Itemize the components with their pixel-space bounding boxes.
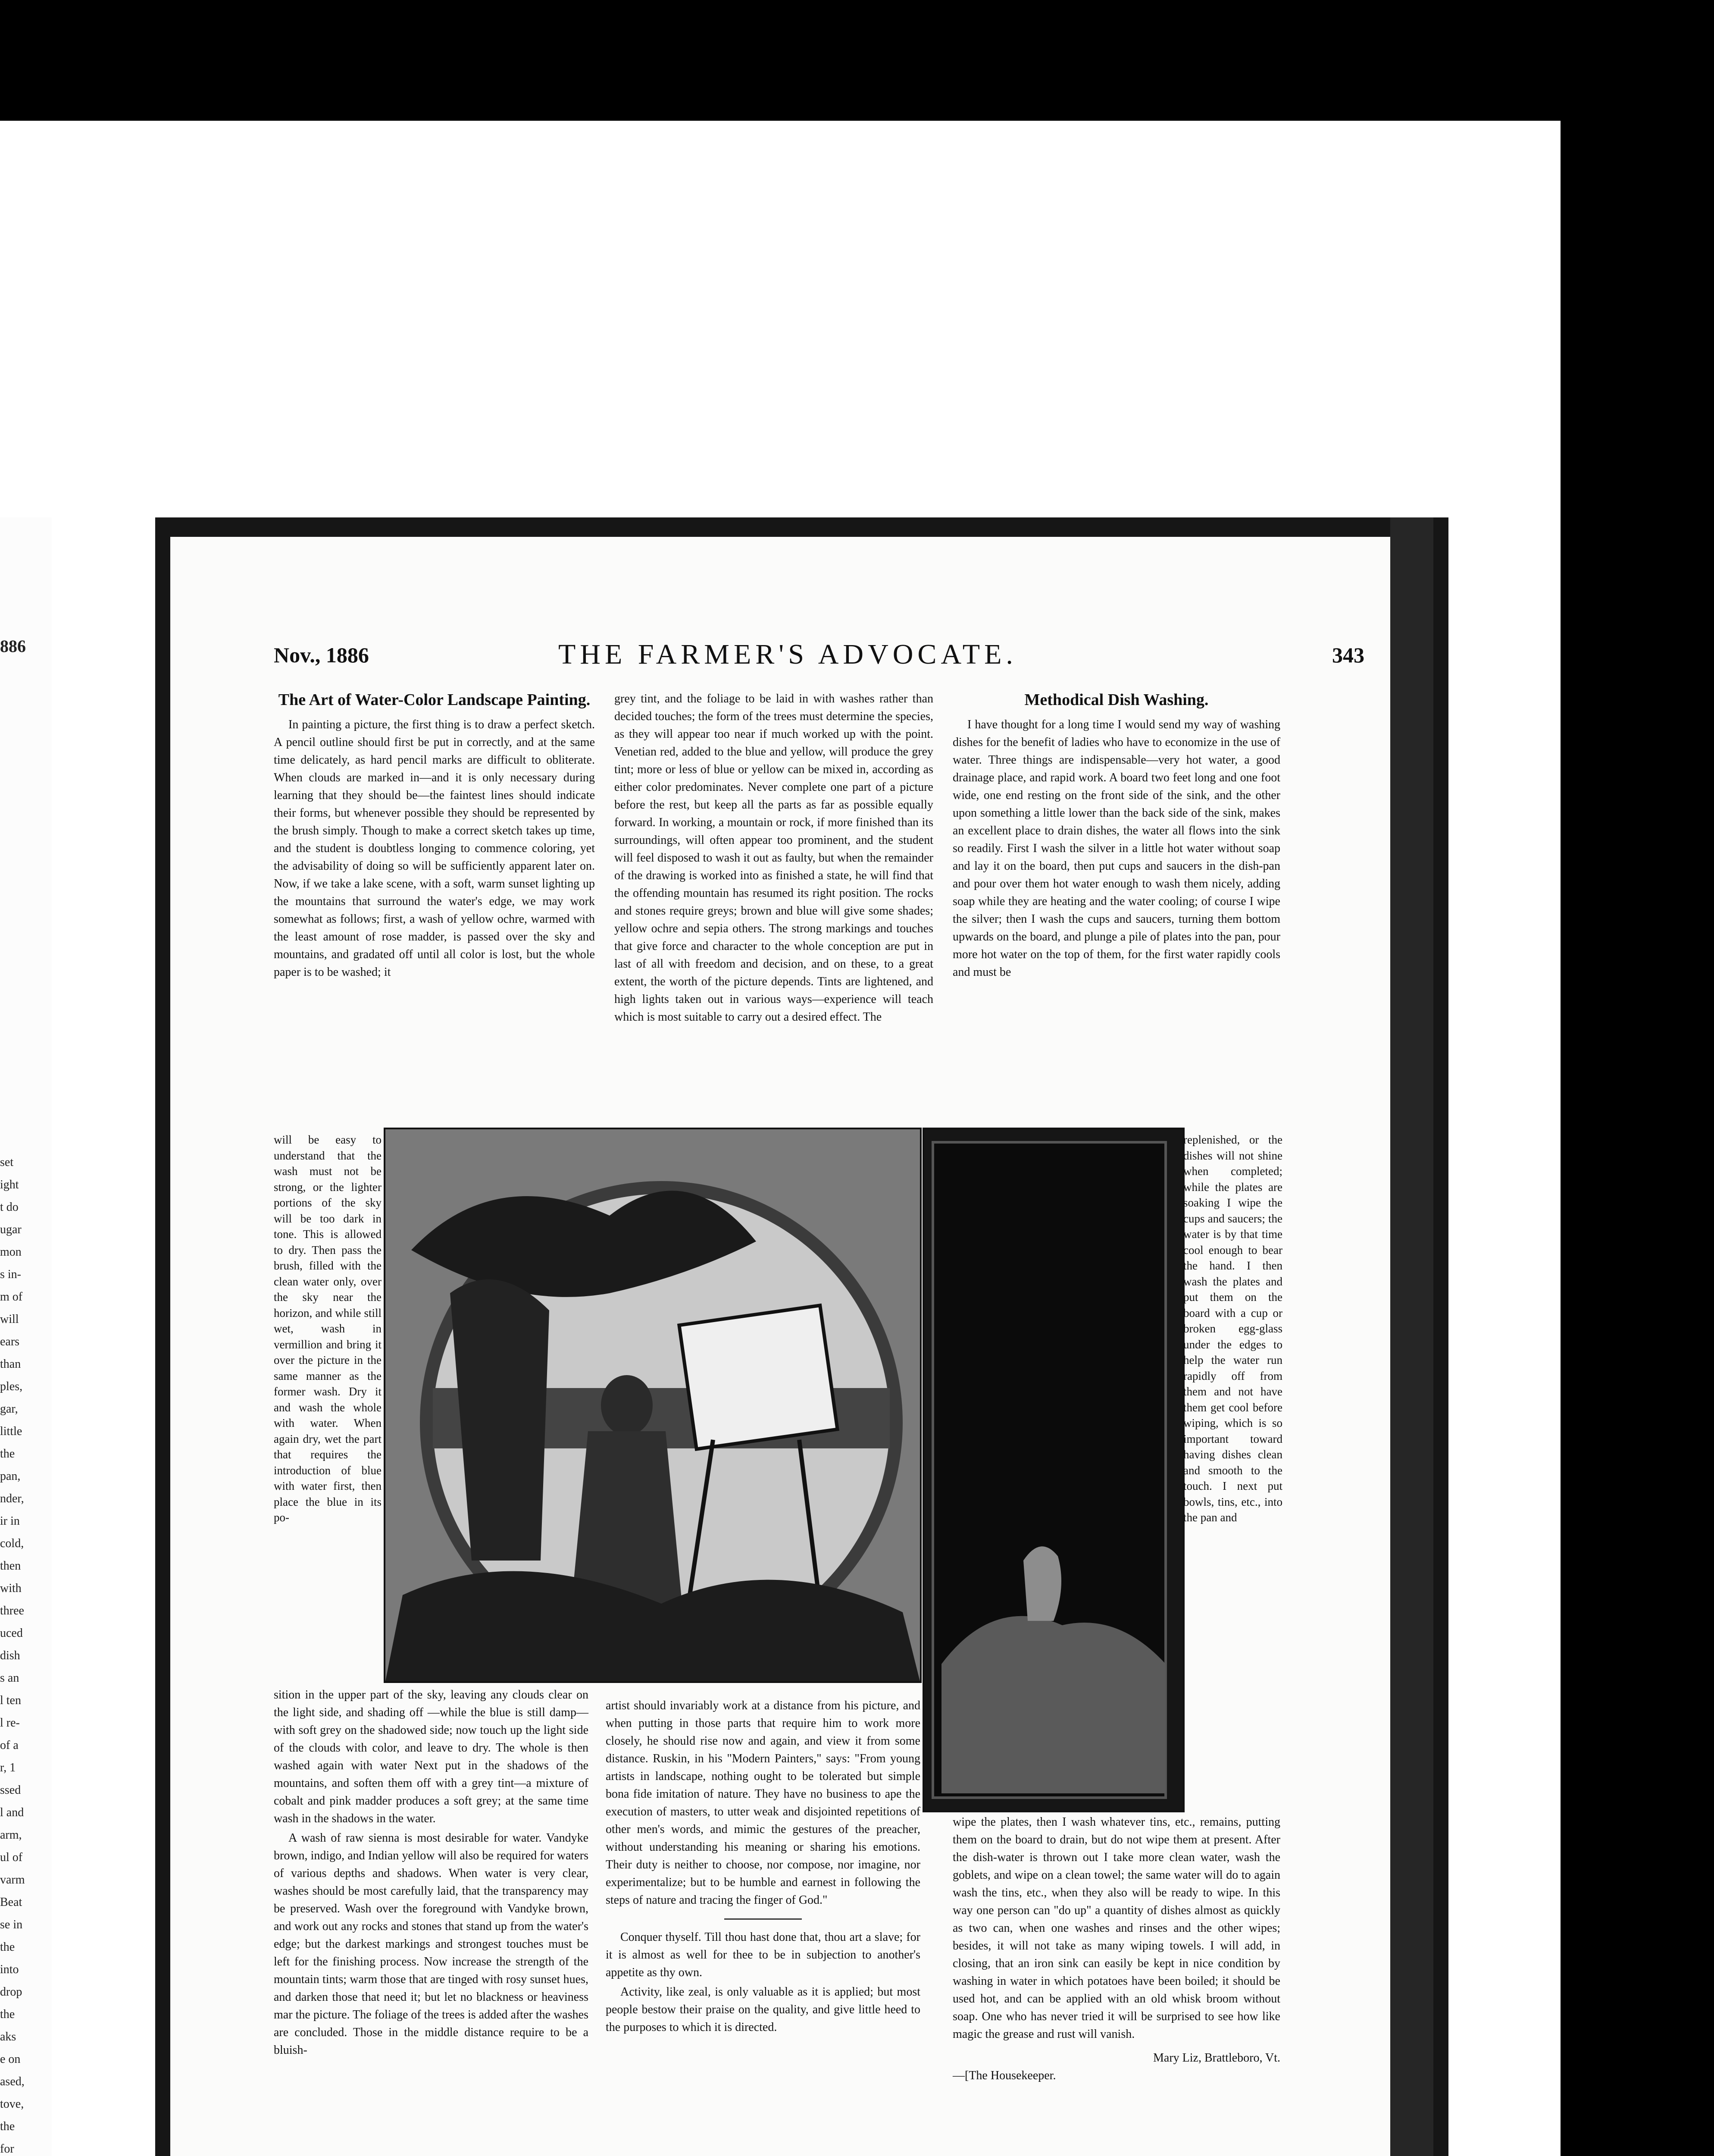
facing-page-fragment: cold, [0,1537,24,1550]
facing-page-fragment: of a [0,1739,19,1752]
author-signature: Mary Liz, Brattleboro, Vt. [1153,2051,1280,2065]
source-credit: —[The Housekeeper. [953,2069,1056,2082]
facing-page-fragment: r, 1 [0,1761,16,1774]
facing-page-fragment: for [0,2142,14,2156]
facing-page-text [0,1151,47,2156]
facing-page-fragment: ssed [0,1783,21,1797]
facing-page-fragment: with [0,1582,22,1595]
facing-page-fragment: dish [0,1649,20,1662]
article-paragraph: replenished, or the dishes will not shine when completed; while the plates are soaking I wipe the cups and saucers; the water is by that time cool enough to bear the hand. I then wash the plates and put them on the board with a cup or broken egg-glass under the edges to help the water run rapidly off from them and not have them get cool before wiping, which is so important toward having dishes clean and smooth to the touch. I next put bowls, tins, etc., into the pan and [1183,1133,1282,1524]
facing-page-fragment: little [0,1425,22,1438]
page-edge-shadow [1390,517,1433,2156]
article-paragraph: sition in the upper part of the sky, leaving any clouds clear on the light side, and shading off —while the blue is still damp—with soft grey on the shadowed side; now touch up the light side of the clouds with color, and leave to dry. The whole is then washed again with water Next put in the shadows of the mountains, and soften them off with a grey tint—a mixture of cobalt and pink madder produces a soft grey; at the same time wash in the shadows in the water. [274,1688,588,1825]
facing-page-fragment: aks [0,2030,16,2043]
facing-page-fragment: gar, [0,1402,18,1416]
prev-page-number-fragment: 886 [0,636,26,656]
page-number: 343 [1332,643,1364,667]
facing-page-fragment: drop [0,1985,22,1999]
column-2-bottom [606,1697,920,2038]
column-2-top [614,690,933,1028]
column-1-narrow [274,1132,382,1527]
article-paragraph: grey tint, and the foliage to be laid in with washes rather than decided touches; the form of the trees must determine the species, as they will appear too near if much worked up with the point. Venetian red, added to the blue and yellow, will produce the grey tint; more or less of blue or yellow can be mixed in, according as either color predominates. Never complete one part of a picture before the rest, but keep all the parts as far as possible equally forward. In working, a mountain or rock, if more finished than its surroundings, will often appear too prominent, and the student will feel disposed to wash it out as faulty, but when the remainder of the drawing is worked into as finished a state, he will find that the offending mountain has resumed its right position. The rocks and stones require greys; brown and blue will give some shades; yellow ochre and sepia others. The strong markings and touches that give force and character to the whole conception are put in last of all with freedom and decision, and on these, to a great extent, the worth of the picture depends. Tints are lightened, and high lights taken out in various ways—experience will teach which is most suitable to carry out a desired effect. The [614,692,933,1024]
article-heading-dishwashing: Methodical Dish Washing. [1024,691,1209,709]
column-1-bottom [274,1686,588,2061]
facing-page-fragment: ples, [0,1380,23,1393]
facing-page-fragment: the [0,1940,15,1954]
facing-page-fragment: the [0,1447,15,1460]
facing-page-fragment: set [0,1156,14,1169]
newspaper-page [170,537,1390,2156]
filler-paragraph: Conquer thyself. Till thou hast done that, thou art a slave; for it is almost as well for thee to be in subjection to another's appetite as thy own. [606,1930,920,1979]
column-1-top [274,690,595,983]
facing-page-edge [0,517,52,2156]
column-3-top [953,690,1280,983]
facing-page-fragment: s in- [0,1268,21,1281]
facing-page-fragment: l and [0,1806,24,1819]
facing-page-fragment: l ten [0,1694,21,1707]
facing-page-fragment: nder, [0,1492,24,1505]
page-header [274,639,1364,673]
facing-page-fragment: ir in [0,1514,20,1528]
facing-page-fragment: se in [0,1918,23,1931]
article-paragraph: artist should invariably work at a distance from his picture, and when putting in those parts that require him to work more closely, he should rise now and again, and view it from some distance. Ruskin, in his "Modern Painters," says: "From young artists in landscape, nothing ought to be tolerated but simple bona fide imitation of nature. They have no business to ape the execution of masters, to utter weak and disjointed repetitions of other men's words, and mimic the gestures of the preacher, without understanding his meaning or sharing his emotions. Their duty is neither to choose, nor compose, nor imagine, nor experimentalize; but to be humble and earnest in following the steps of nature and tracing the finger of God." [606,1699,920,1907]
column-3-narrow [1183,1132,1282,1527]
illustration-artist-at-easel [384,1128,922,1683]
facing-page-fragment: varm [0,1873,25,1887]
facing-page-fragment: three [0,1604,24,1617]
facing-page-fragment: ased, [0,2075,25,2088]
facing-page-fragment: ugar [0,1223,22,1236]
article-paragraph: A wash of raw sienna is most desirable for water. Vandyke brown, indigo, and Indian yellow will also be required for waters of various depths and shadows. When water is very clear, washes should be most carefully laid, that the transparency may be preserved. Wash over the foreground with Vandyke brown, and work out any rocks and stones that stand up from the water's edge; but the darkest markings and strongest touches must be left for the finishing process. Now increase the strength of the mountain tints; warm those that are tinged with rosy sunset hues, and darken those that need it; but let no blackness or heaviness mar the picture. The foliage of the trees is added after the washes are concluded. Those in the middle distance require to be a bluish- [274,1831,588,2057]
facing-page-fragment: pan, [0,1470,21,1483]
engraving-dog-image [924,1129,1183,1811]
facing-page-fragment: mon [0,1245,22,1259]
facing-page-fragment: Beat [0,1896,22,1909]
facing-page-fragment: than [0,1357,21,1371]
article-heading-watercolor: The Art of Water-Color Landscape Painting. [278,691,591,709]
facing-page-fragment: then [0,1559,21,1573]
facing-page-fragment: into [0,1963,19,1976]
article-paragraph: I have thought for a long time I would send my way of washing dishes for the benefit of ladies who have to economize in the use of water. Three things are indispensable—very hot water, a good drainage place, and rapid work. A board two feet long and one foot wide, one end resting on the front side of the sink, and the other upon something a little lower than the back side of the sink, makes an excellent place to drain dishes, the water all flows into the sink so readily. First I wash the silver in a little hot water without soap and lay it on the board, then put cups and saucers in the dish-pan and pour over them hot water enough to wash them nicely, adding soap while they are heating and the water cooling; of course I wipe the silver; then I wash the cups and saucers, turning them bottom upwards on the board, and plunge a pile of plates into the pan, pour more hot water on the top of them, for the first water rapidly cools and must be [953,718,1280,979]
facing-page-fragment: ul of [0,1851,23,1864]
facing-page-fragment: t do [0,1200,19,1214]
facing-page-fragment: ight [0,1178,19,1191]
facing-page-fragment: e on [0,2053,21,2066]
facing-page-fragment: m of [0,1290,23,1304]
section-divider [724,1918,802,1920]
masthead-title: THE FARMER'S ADVOCATE. [558,639,1017,670]
facing-page-fragment: will [0,1313,19,1326]
facing-page-fragment: l re- [0,1716,20,1730]
facing-page-fragment: the [0,2120,15,2133]
facing-page-fragment: ears [0,1335,20,1348]
article-paragraph: In painting a picture, the first thing is to draw a perfect sketch. A pencil outline should first be put in correctly, and at the same time delicately, as hard pencil marks are difficult to obliterate. When clouds are marked in—and it is only necessary during learning that they should be—the faintest lines should indicate their forms, but whenever possible they should be represented by the brush simply. Though to make a correct sketch takes up time, and the student is doubtless longing to commence coloring, yet the advisability of doing so will be sufficiently apparent later on. Now, if we take a lake scene, with a soft, warm sunset lighting up the mountains that surround the water's edge, we may work somewhat as follows; first, a wash of yellow ochre, warmed with the least amount of rose madder, is passed over the sky and mountains, and gradated off until all color is lost, but the whole paper is to be washed; it [274,718,595,979]
facing-page-fragment: tove, [0,2097,24,2111]
engraving-artist-image [385,1129,920,1681]
facing-page-fragment: s an [0,1671,19,1685]
facing-page-fragment: the [0,2008,15,2021]
filler-paragraph: Activity, like zeal, is only valuable as it is applied; but most people bestow their praise on the quality, and give little heed to the purposes to which it is directed. [606,1985,920,2034]
facing-page-fragment: arm, [0,1828,22,1842]
issue-date: Nov., 1886 [274,643,369,667]
illustration-dog-in-doorway [923,1128,1185,1812]
article-paragraph: wipe the plates, then I wash whatever tins, etc., remains, putting them on the board to drain, but do not wipe them at present. After the dish-water is thrown out I take more clean water, wash the goblets, and wipe on a clean towel; the same water will do to again wash the tins, etc., when they also will be ready to wipe. In this way one person can "do up" a quantity of dishes almost as quickly as two can, when one washes and rinses and the other wipes; besides, it will not take as many wiping towels. I will add, in closing, that an iron sink can easily be kept in nice condition by washing in water in which potatoes have been boiled; it should be used hot, and can be applied with an old whisk broom without soap. One who has never tried it will be surprised to see how like magic the grease and rust will vanish. [953,1815,1280,2041]
column-3-bottom [953,1813,1280,2084]
facing-page-fragment: uced [0,1626,23,1640]
article-paragraph: will be easy to understand that the wash must not be strong, or the lighter portions of the sky will be too dark in tone. This is allowed to dry. Then pass the brush, filled with the clean water only, over the sky near the horizon, and while still wet, wash in vermillion and bring it over the picture in the same manner as the former wash. Dry it and wash the whole with water. When again dry, wet the part that requires the introduction of blue with water first, then place the blue in its po- [274,1133,382,1524]
